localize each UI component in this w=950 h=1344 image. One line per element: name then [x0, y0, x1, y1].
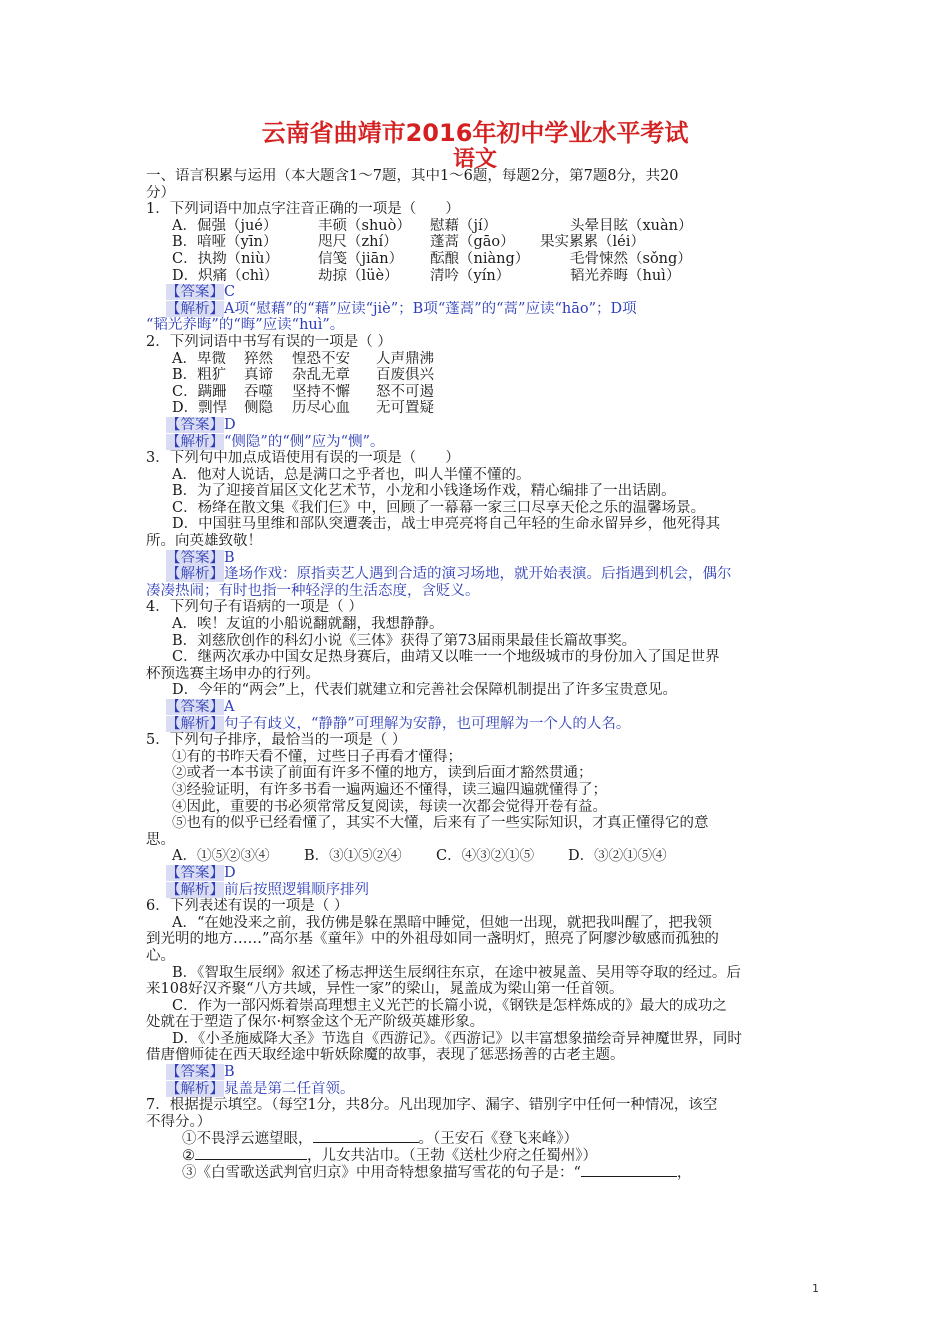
fill-blank[interactable] [581, 1164, 677, 1177]
question-3-option-d-cont: 所。向英雄致敬！ [146, 533, 262, 550]
question-7-stem-cont: 不得分。） [146, 1113, 212, 1130]
question-6-answer: 【答案】B [166, 1064, 235, 1081]
question-6-option-d-cont: 借唐僧师徒在西天取经途中斩妖除魔的故事，表现了惩恶扬善的古老主题。 [146, 1047, 625, 1064]
question-3-analysis: 【解析】逢场作戏：原指卖艺人遇到合适的演习场地，就开始表演。后指遇到机会，偶尔 [166, 566, 732, 583]
question-7-item-2: ② ，儿女共沾巾。（王勃《送杜少府之任蜀州》） [182, 1148, 597, 1164]
question-2-analysis: 【解析】“侧隐”的“侧”应为“恻”。 [166, 433, 385, 450]
question-6-option-b: B．《智取生辰纲》叙述了杨志押送生辰纲往东京，在途中被晁盖、吴用等夺取的经过。后 [172, 964, 741, 981]
question-3-answer: 【答案】B [166, 549, 235, 566]
question-5-sentence-1: ①有的书昨天看不懂，过些日子再看才懂得； [172, 748, 462, 765]
question-1-option-d: D．炽痛（chì） 劫掠（lüè） 清吟（yín） 韬光养晦（huì） [172, 267, 681, 284]
question-7-item-3: ③《白雪歌送武判官归京》中用奇特想象描写雪花的句子是：“ ， [182, 1164, 692, 1181]
question-2-option-b: B．粗犷 真谛 杂乱无章 百废俱兴 [172, 367, 434, 384]
fill-blank[interactable] [195, 1147, 307, 1160]
question-1-analysis-cont: “韬光养晦”的“晦”应读“huì”。 [146, 317, 345, 334]
question-5-sentence-5: ⑤也有的似乎已经看懂了，其实不大懂，后来有了一些实际知识，才真正懂得它的意 [172, 815, 709, 832]
question-4-option-a: A．唉！友谊的小船说翻就翻，我想静静。 [172, 616, 444, 633]
question-3-option-a: A．他对人说话，总是满口之乎者也，叫人半懂不懂的。 [172, 466, 531, 483]
question-6-option-a: A．“在她没来之前，我仿佛是躲在黑暗中睡觉，但她一出现，就把我叫醒了，把我领 [172, 914, 712, 931]
question-6-option-b-cont: 来108好汉齐聚“八方共域，异性一家”的梁山，晁盖成为梁山第一任首领。 [146, 981, 624, 998]
question-3-option-b: B．为了迎接首届区文化艺术节，小龙和小钱逢场作戏，精心编排了一出话剧。 [172, 483, 676, 500]
question-1-option-a: A．倔强（jué） 丰硕（shuò） 慰藉（jí） 头晕目眩（xuàn） [172, 217, 693, 234]
question-3-analysis-cont: 凑凑热闹；有时也指一种轻浮的生活态度，含贬义。 [146, 582, 480, 599]
question-2-option-c: C．蹒跚 吞噬 坚持不懈 怒不可遏 [172, 383, 434, 400]
question-5-sentence-4: ④因此，重要的书必须常常反复阅读，每读一次都会觉得开卷有益。 [172, 798, 607, 815]
question-5-stem: 5．下列句子排序，最恰当的一项是（ ） [146, 732, 407, 749]
question-6-analysis: 【解析】晁盖是第二任首领。 [166, 1080, 355, 1097]
question-5-options: A．①⑤②③④ B．③①⑤②④ C．④③②①⑤ D．③②①⑤④ [172, 848, 667, 865]
question-4-option-b: B．刘慈欣创作的科幻小说《三体》获得了第73届雨果最佳长篇故事奖。 [172, 632, 637, 649]
question-6-option-c-cont: 处就在于塑造了保尔·柯察金这个无产阶级英雄形象。 [146, 1014, 485, 1031]
question-3-option-c: C．杨绛在散文集《我们仨》中，回顾了一幕幕一家三口尽享天伦之乐的温馨场景。 [172, 499, 706, 516]
question-5-sentence-5-cont: 思。 [146, 831, 175, 848]
question-2-option-a: A．卑微 猝然 惶恐不安 人声鼎沸 [172, 350, 434, 367]
page-subtitle: 语文 [452, 147, 497, 172]
question-2-option-d: D．剽悍 侧隐 历尽心血 无可置疑 [172, 400, 434, 417]
question-2-stem: 2．下列词语中书写有误的一项是（ ） [146, 333, 392, 350]
question-4-analysis: 【解析】句子有歧义，“静静”可理解为安静，也可理解为一个人的人名。 [166, 715, 631, 732]
question-5-analysis: 【解析】前后按照逻辑顺序排列 [166, 881, 369, 898]
question-6-option-a-cont: 到光明的地方……”高尔基《童年》中的外祖母如同一盏明灯，照亮了阿廖沙敏感而孤独的 [146, 931, 719, 948]
question-1-option-c: C．执拗（niù） 信笺（jiān） 酝酿（niàng） 毛骨悚然（sǒng） [172, 250, 692, 267]
section-heading-cont: 分） [146, 184, 175, 201]
question-1-answer: 【答案】C [166, 284, 236, 301]
page-number: 1 [812, 1282, 819, 1295]
question-6-option-c: C．作为一部闪烁着崇高理想主义光芒的长篇小说，《钢铁是怎样炼成的》最大的成功之 [172, 997, 727, 1014]
question-3-stem: 3．下列句中加点成语使用有误的一项是（ ） [146, 450, 460, 467]
question-6-stem: 6．下列表述有误的一项是（ ） [146, 898, 349, 915]
question-7-stem: 7．根据提示填空。（每空1分，共8分。凡出现加字、漏字、错别字中任何一种情况，该空 [146, 1097, 718, 1114]
question-4-option-c: C．继两次承办中国女足热身赛后，曲靖又以唯一一个地级城市的身份加入了国足世界 [172, 649, 720, 666]
question-5-sentence-3: ③经验证明，有许多书看一遍两遍还不懂得，读三遍四遍就懂得了； [172, 781, 607, 798]
page-title: 云南省曲靖市2016年初中学业水平考试 [261, 119, 689, 147]
question-4-option-d: D．今年的“两会”上，代表们就建立和完善社会保障机制提出了许多宝贵意见。 [172, 682, 677, 699]
question-1-analysis: 【解析】A项“慰藉”的“藉”应读“jiè”；B项“蓬蒿”的“蒿”应读“hāo”；D项 [166, 300, 637, 317]
question-4-option-c-cont: 杯预选赛主场申办的行列。 [146, 665, 320, 682]
fill-blank[interactable] [313, 1130, 419, 1143]
question-4-stem: 4．下列句子有语病的一项是（ ） [146, 599, 363, 616]
question-4-answer: 【答案】A [166, 699, 235, 715]
exam-content [146, 168, 810, 1180]
question-1-option-b: B．喑哑（yīn） 咫尺（zhí） 蓬蒿（gāo） 果实累累（léi） [172, 234, 645, 251]
question-6-option-a-cont2: 心。 [146, 947, 175, 964]
question-2-answer: 【答案】D [166, 416, 236, 433]
question-1-stem: 1．下列词语中加点字注音正确的一项是（ ） [146, 201, 460, 218]
question-5-answer: 【答案】D [166, 864, 236, 881]
question-6-option-d: D．《小圣施威降大圣》节选自《西游记》。《西游记》以丰富想象描绘奇异神魔世界，同时 [172, 1030, 742, 1047]
question-5-sentence-2: ②或者一本书读了前面有许多不懂的地方，读到后面才豁然贯通； [172, 765, 593, 782]
question-7-item-1: ①不畏浮云遮望眼， 。（王安石《登飞来峰》） [182, 1131, 578, 1148]
question-3-option-d: D．中国驻马里维和部队突遭袭击，战士申亮亮将自己年轻的生命永留异乡，他死得其 [172, 516, 721, 533]
section-heading: 一、语言积累与运用（本大题含1～7题，其中1～6题，每题2分，第7题8分，共20 [146, 168, 679, 184]
